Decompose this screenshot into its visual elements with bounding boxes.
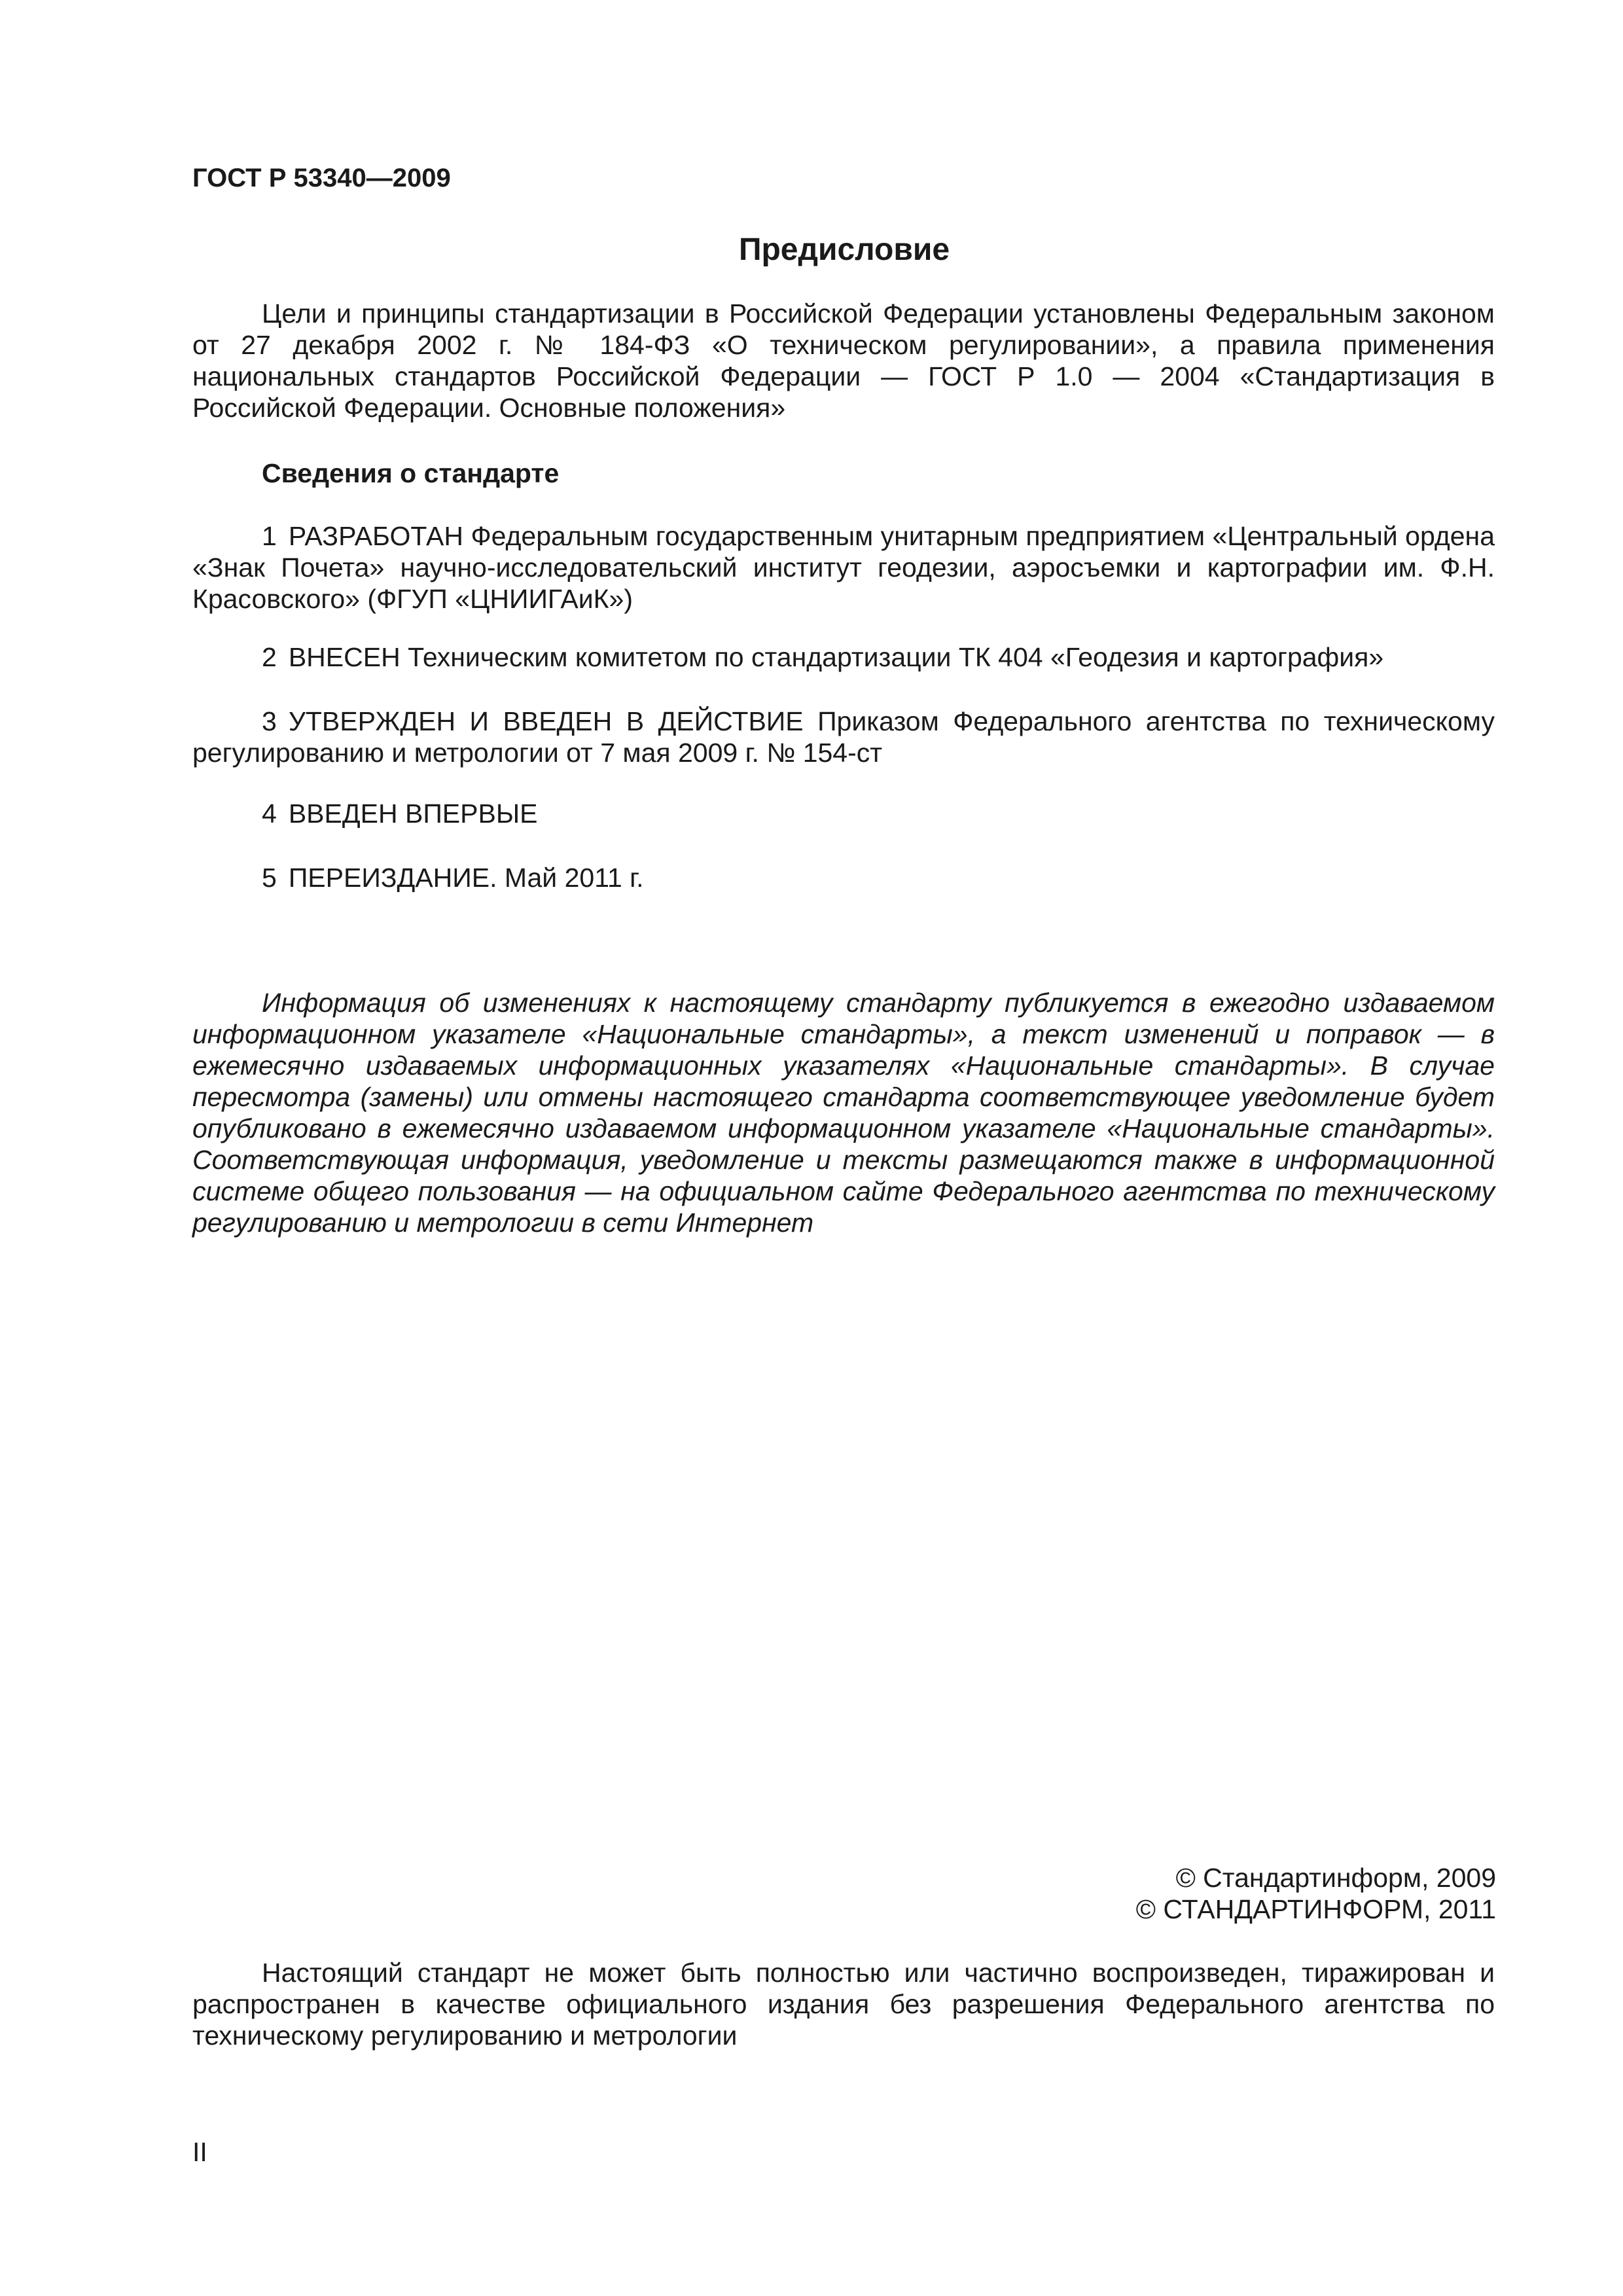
item-text: ПЕРЕИЗДАНИЕ. Май 2011 г. <box>288 863 644 893</box>
item-text: ВВЕДЕН ВПЕРВЫЕ <box>288 798 538 829</box>
item-number: 1 <box>262 521 277 551</box>
section-heading: Сведения о стандарте <box>262 458 560 488</box>
item-number: 4 <box>262 798 277 829</box>
reproduction-notice: Настоящий стандарт не может быть полностью или частично воспроизведен, тиражирован и распространен в качестве официального издания без разрешения Федерального агентства по техническому регулированию и метрологии <box>192 1958 1495 2051</box>
list-item <box>192 862 1495 893</box>
copyright-line: © Стандартинформ, 2009 <box>1175 1863 1496 1893</box>
page-number: II <box>192 2137 207 2167</box>
list-item <box>192 706 1495 768</box>
info-note-block <box>192 987 1495 1238</box>
item-text: РАЗРАБОТАН Федеральным государственным унитарным предприятием «Центральный ордена «Знак Почета» научно-исследовательский институт геодезии, аэросъемки и картографии им. Ф.Н. Красовского» (ФГУП «ЦНИИГАиК») <box>192 521 1495 614</box>
intro-paragraph: Цели и принципы стандартизации в Российской Федерации установлены Федеральным законом от 27 декабря 2002 г. № 184-ФЗ «О техническом регулировании», а правила применения национальных стандартов Российской Федерации — ГОСТ Р 1.0 — 2004 «Стандартизация в Российской Федерации. Основные положения» <box>192 298 1495 423</box>
intro-paragraph-block <box>192 298 1495 423</box>
item-number: 5 <box>262 863 277 893</box>
item-text: ВНЕСЕН Техническим комитетом по стандартизации ТК 404 «Геодезия и картография» <box>288 642 1384 672</box>
list-item <box>192 520 1495 615</box>
page-title: Предисловие <box>738 232 950 267</box>
item-text: УТВЕРЖДЕН И ВВЕДЕН В ДЕЙСТВИЕ Приказом Федерального агентства по техническому регулированию и метрологии от 7 мая 2009 г. № 154-ст <box>192 706 1495 768</box>
reproduction-notice-block <box>192 1957 1495 2051</box>
item-number: 3 <box>262 706 277 736</box>
list-item <box>192 641 1495 673</box>
list-item <box>192 798 1495 829</box>
document-code: ГОСТ Р 53340—2009 <box>192 164 451 192</box>
copyright-line: © СТАНДАРТИНФОРМ, 2011 <box>1135 1894 1496 1924</box>
info-note: Информация об изменениях к настоящему стандарту публикуется в ежегодно издаваемом информационном указателе «Национальные стандарты», а текст изменений и поправок — в ежемесячно издаваемых информационных указателях «Национальные стандарты». В случае пересмотра (замены) или отмены настоящего стандарта соответствующее уведомление будет опубликовано в ежемесячно издаваемом информационном указателе «Национальные стандарты». Соответствующая информация, уведомление и тексты размещаются также в информационной системе общего пользования — на официальном сайте Федерального агентства по техническому регулированию и метрологии в сети Интернет <box>192 988 1495 1238</box>
item-number: 2 <box>262 642 277 672</box>
